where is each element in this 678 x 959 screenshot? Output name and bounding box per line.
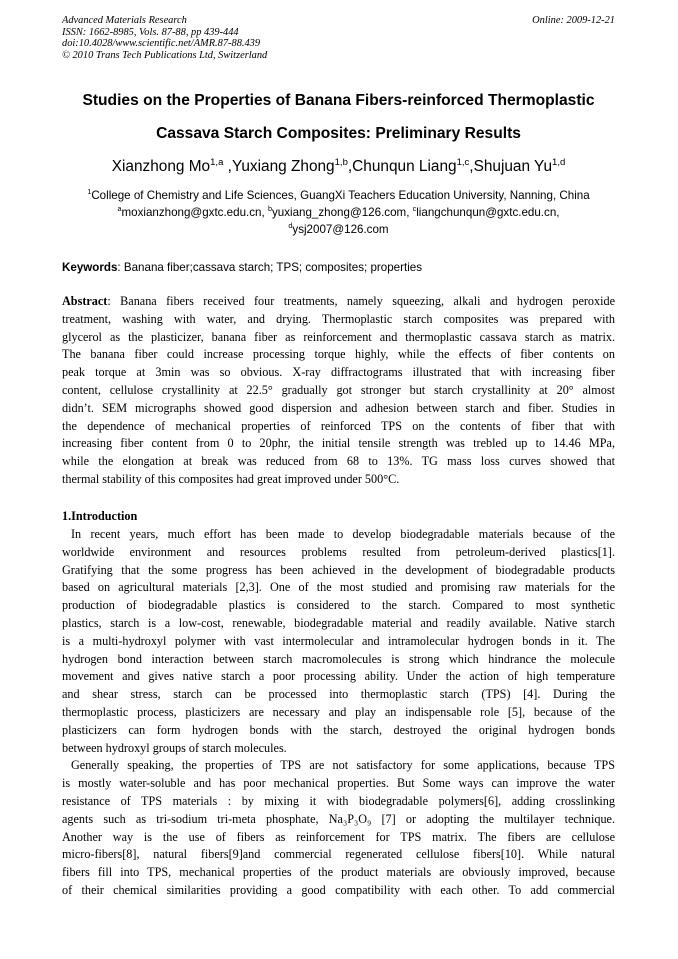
body-line: plasticizers can form hydrogen bonds with the starch, destroyed the original hydrogen bonds bbox=[62, 722, 615, 737]
body-line: Gratifying that the some progress has been achieved in the development of biodegradable products bbox=[62, 562, 615, 577]
affiliation: $^1$College of Chemistry and Life Sciences, GuangXi Teachers Education University, Nanning, China bbox=[87, 187, 590, 202]
email-line-2: $^d$ysj2007@126.com bbox=[288, 221, 389, 236]
paper-title-line-2: Cassava Starch Composites: Preliminary Results bbox=[156, 125, 521, 142]
author-2: Yuxiang Zhong$^{1,b}$, bbox=[231, 156, 353, 175]
email-line-1: $^a$moxianzhong@gxtc.edu.cn, $^b$yuxiang_zhong@126.com, $^c$liangchunqun@gxtc.edu.cn, bbox=[117, 204, 560, 219]
body-line: production of biodegradable plastics is considered to the starch. Compared to most synthetic bbox=[62, 598, 615, 613]
body-line: plastics, starch is a low-cost, renewable, biodegradable material and readily available. Native starch bbox=[62, 615, 615, 630]
email-b[interactable]: yuxiang_zhong@126.com bbox=[271, 206, 407, 219]
body-line: Generally speaking, the properties of TPS are not satisfactory for some applications, because TPS bbox=[71, 758, 615, 773]
abstract-line: while the elongation at break was reduced from 68 to 13%. TG mass loss curves showed that bbox=[62, 454, 615, 469]
body-line: hydrogen bond interaction between starch macromolecules is strong which hindrance the molecule bbox=[62, 651, 615, 666]
body-line: is a multi-hydroxyl polymer with vast intermolecular and intramolecular hydrogen bonds in it. The bbox=[62, 633, 615, 648]
online-date: Online: 2009-12-21 bbox=[532, 15, 615, 26]
copyright-line: © 2010 Trans Tech Publications Ltd, Switzerland bbox=[62, 49, 268, 61]
paper-title-line-1: Studies on the Properties of Banana Fibers-reinforced Thermoplastic bbox=[82, 92, 595, 109]
introduction-body bbox=[62, 526, 615, 900]
keywords bbox=[62, 261, 615, 275]
abstract-label: Abstract bbox=[62, 294, 108, 308]
abstract-line: The banana fiber could increase processing torque highly, while the effects of fiber contents on bbox=[62, 347, 615, 362]
body-line: agents such as tri-sodium tri-meta phosphate, Na₃P₃O₉ [7] or adopting the multilayer technique. bbox=[62, 811, 615, 826]
author-list bbox=[62, 157, 615, 177]
author-1: Xianzhong Mo$^{1,a}$ , bbox=[111, 156, 232, 175]
body-line: between hydroxyl groups of starch molecules. bbox=[62, 740, 287, 755]
doi-line: doi:10.4028/www.scientific.net/AMR.87-88.439 bbox=[62, 38, 261, 50]
abstract-line: glycerol as the plasticizer, banana fiber as reinforcement and thermoplastic cassava starch as matrix. bbox=[62, 329, 615, 344]
abstract bbox=[62, 293, 615, 489]
body-line: fibers fill into TPS, mechanical properties of the product materials are obviously improved, because bbox=[62, 865, 615, 880]
body-line: based on agricultural materials [2,3]. One of the most studied and promising raw materials for the bbox=[62, 580, 615, 595]
keywords-text: : Banana fiber;cassava starch; TPS; composites; properties bbox=[117, 261, 423, 274]
body-line: resistance of TPS materials : by mixing it with biodegradable polymers[6], adding crosslinking bbox=[62, 793, 615, 808]
abstract-line: Abstract: Banana fibers received four treatments, namely squeezing, alkali and hydrogen peroxide bbox=[62, 294, 615, 308]
body-line: thermoplastic process, plasticizers are necessary and play an indispensable role [5], because of the bbox=[62, 704, 615, 719]
email-d[interactable]: ysj2007@126.com bbox=[292, 223, 389, 236]
abstract-line: content, cellulose crystallinity at 22.5° gradually got stronger but starch crystallinity at 20° almost bbox=[62, 382, 615, 397]
section-heading-introduction: 1.Introduction bbox=[62, 509, 138, 523]
body-line: worldwide environment and resources problems resulted from petroleum-derived plastics[1]. bbox=[62, 544, 615, 559]
body-line: Another way is the use of fibers as reinforcement for TPS matrix. The fibers are cellulose bbox=[62, 829, 615, 844]
body-line: In recent years, much effort has been made to develop biodegradable materials because of the bbox=[71, 527, 615, 541]
body-line: and shear stress, starch can be processed into thermoplastic starch (TPS) [4]. During the bbox=[62, 687, 615, 702]
issn-line: ISSN: 1662-8985, Vols. 87-88, pp 439-444 bbox=[62, 26, 239, 38]
journal-header bbox=[62, 15, 615, 61]
abstract-line: thermal stability of this composites had great improved under 500°C. bbox=[62, 471, 400, 486]
journal-name: Advanced Materials Research bbox=[62, 15, 187, 26]
abstract-line: the dependence of mechanical properties of reinforced TPS on the contents of fiber that with bbox=[62, 418, 615, 433]
abstract-line: didn’t. SEM micrographs showed good dispersion and adhesion between starch and fiber. Studies in bbox=[62, 400, 615, 415]
author-4: Shujuan Yu$^{1,d}$ bbox=[473, 156, 566, 175]
abstract-line: increasing fiber content from 0 to 20phr, the initial tensile strength was trebled up to 14.46 MPa, bbox=[62, 436, 615, 451]
body-line: micro-fibers[8], natural fibers[9]and commercial regenerated cellulose fibers[10]. While natural bbox=[62, 847, 615, 862]
body-line: of their chemical similarities providing a good compatibility with each other. To add commercial bbox=[62, 882, 615, 897]
abstract-line: peak torque at 3min was so obvious. X-ray diffractograms illustrated that with increasing fiber bbox=[62, 365, 615, 380]
abstract-line: treatment, washing with water, and drying. Thermoplastic starch composites was prepared with bbox=[62, 311, 615, 326]
body-line: is mostly water-soluble and has poor mechanical properties. But Some ways can improve the water bbox=[62, 776, 615, 791]
email-a[interactable]: moxianzhong@gxtc.edu.cn bbox=[121, 206, 262, 219]
body-line: movement and gives native starch a poor processing ability. Under the action of high temperature bbox=[62, 669, 615, 684]
author-3: Chunqun Liang$^{1,c}$, bbox=[352, 156, 474, 175]
keywords-label: Keywords bbox=[62, 261, 118, 274]
email-c[interactable]: liangchunqun@gxtc.edu.cn bbox=[416, 206, 557, 219]
